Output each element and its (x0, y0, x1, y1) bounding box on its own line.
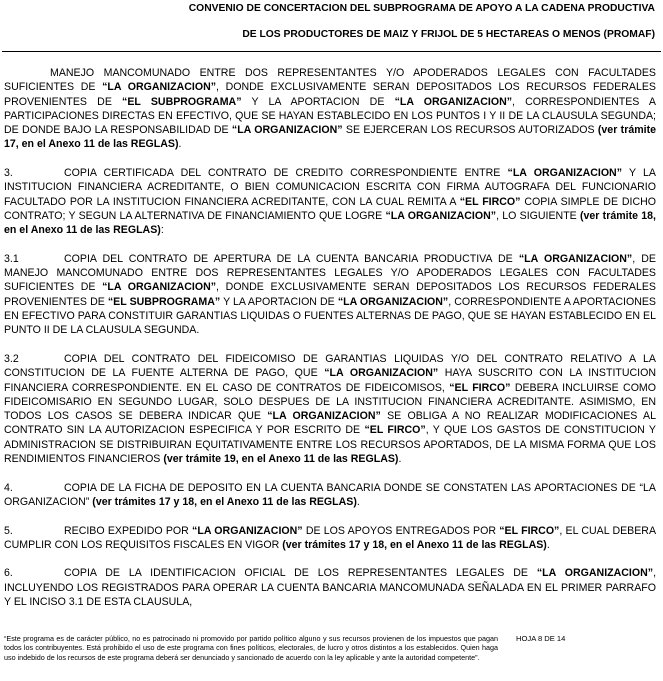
item-number: 3.1 (4, 252, 19, 265)
item-number: 3. (4, 167, 13, 180)
paragraph-3: 3. COPIA CERTIFICADA DEL CONTRATO DE CREDITO CORRESPONDIENTE ENTRE “LA ORGANIZACION” Y LA INSTITUCION FINANCIERA ACREDITANTE, O BIEN COMUNICACION ESCRITA CON FIRMA AUTOGRAFA DEL FUNCIONARIO FACULTADO POR LA INSTITUCION FINANCIERA ACREDITANTE, CON LA CUAL REMITA A “EL FIRCO” COPIA SIMPLE DE DICHO CONTRATO; Y SEGUN LA ALTERNATIVA DE FINANCIAMIENTO QUE LOGRE “LA ORGANIZACION”, LO SIGUIENTE (ver trámite 18, en el Anexo 11 de las REGLAS): (4, 167, 657, 237)
item-number: 5. (4, 524, 13, 537)
paragraph-4: 4. COPIA DE LA FICHA DE DEPOSITO EN LA CUENTA BANCARIA DONDE SE CONSTATEN LAS APORTACIONES DE “LA ORGANIZACION” (ver trámites 17 y 18, en el Anexo 11 de las REGLAS). (4, 481, 656, 508)
paragraph-3-2: 3.2 COPIA DEL CONTRATO DEL FIDEICOMISO DE GARANTIAS LIQUIDAS Y/O DEL CONTRATO RELATIVO A LA CONSTITUCION DE LA FUENTE ALTERNA DE PAGO, QUE “LA ORGANIZACION” HAYA SUSCRITO CON LA INSTITUCION FINANCIERA CORRESPONDIENTE. EN EL CASO DE CONTRATOS DE FIDEICOMISOS, “EL FIRCO” DEBERA INCLUIRSE COMO FIDEICOMISARIO EN SEGUNDO LUGAR, SOLO DESPUES DE LA INSTITUCION FINANCIERA ACREDITANTE. ASIMISMO, EN TODOS LOS CASOS SE DEBERA INDICAR QUE “LA ORGANIZACION” SE OBLIGA A NO REALIZAR MODIFICACIONES AL CONTRATO SIN LA AUTORIZACION ESPECIFICA Y POR ESCRITO DE “EL FIRCO”, Y QUE LOS GASTOS DE CONSTITUCION Y ADMINISTRACION SE DISTRIBUIRAN EQUITATIVAMENTE ENTRE LOS RECURSOS APORTADOS, DE LA MISMA FORMA QUE LOS RENDIMIENTOS FINANCIEROS (ver trámite 19, en el Anexo 11 de las REGLAS). (4, 352, 657, 466)
header-title-line1: CONVENIO DE CONCERTACION DEL SUBPROGRAMA DE APOYO A LA CADENA PRODUCTIVA (188, 3, 655, 14)
page-number: HOJA 8 DE 14 (516, 634, 566, 643)
header-title-line2: DE LOS PRODUCTORES DE MAIZ Y FRIJOL DE 5 HECTAREAS O MENOS (PROMAF) (242, 29, 655, 40)
item-number: 6. (4, 567, 13, 580)
paragraph-5: 5. RECIBO EXPEDIDO POR “LA ORGANIZACION” DE LOS APOYOS ENTREGADOS POR “EL FIRCO”, EL CUAL DEBERA CUMPLIR CON LOS REQUISITOS FISCALES EN VIGOR (ver trámites 17 y 18, en el Anexo 11 de las REGLAS). (4, 524, 657, 551)
item-number: 3.2 (4, 352, 19, 365)
item-number: 4. (4, 481, 13, 494)
paragraph-6: 6. COPIA DE LA IDENTIFICACION OFICIAL DE LOS REPRESENTANTES LEGALES DE “LA ORGANIZACION”, INCLUYENDO LOS REGISTRADOS PARA OPERAR LA CUENTA BANCARIA MANCOMUNADA SEÑALADA EN EL PRIMER PARRAFO Y EL INCISO 3.1 DE ESTA CLAUSULA, (4, 567, 657, 608)
footer-disclaimer: “Este programa es de carácter público, no es patrocinado ni promovido por partido político alguno y sus recursos provienen de los impuestos que pagan todos los contribuyentes. Está prohibido el uso de este programa con fines políticos, electorales, de lucro y otros distintos a los establecidos. Quien haga uso indebido de los recursos de este programa deberá ser denunciado y sancionado de acuerdo con la ley aplicable y ante la autoridad competente”. (4, 634, 498, 662)
paragraph-continuation: MANEJO MANCOMUNADO ENTRE DOS REPRESENTANTES Y/O APODERADOS LEGALES CON FACULTADES SUFICIENTES DE “LA ORGANIZACION”, DONDE EXCLUSIVAMENTE SERAN DEPOSITADOS LOS RECURSOS FEDERALES PROVENIENTES DE “EL SUBPROGRAMA” Y LA APORTACION DE “LA ORGANIZACION”, CORRESPONDIENTES A PARTICIPACIONES DIRECTAS EN EFECTIVO, QUE SE HAYAN ESTABLECIDO EN LOS PUNTOS I Y II DE LA CLAUSULA SEGUNDA; DE DONDE BAJO LA RESPONSABILIDAD DE “LA ORGANIZACION” SE EJERCERAN LOS RECURSOS AUTORIZADOS (ver trámite 17, en el Anexo 11 de las REGLAS). (4, 67, 656, 151)
paragraph-3-1: 3.1 COPIA DEL CONTRATO DE APERTURA DE LA CUENTA BANCARIA PRODUCTIVA DE “LA ORGANIZACION”, DE MANEJO MANCOMUNADO ENTRE DOS REPRESENTANTES LEGALES Y/O APODERADOS LEGALES CON FACULTADES SUFICIENTES DE “LA ORGANIZACION”, DONDE EXCLUSIVAMENTE SERAN DEPOSITADOS LOS RECURSOS FEDERALES PROVENIENTES DE “EL SUBPROGRAMA” Y LA APORTACION DE “LA ORGANIZACION”, CORRESPONDIENTE A APORTACIONES EN EFECTIVO PARA CONSTITUIR GARANTIAS LIQUIDAS O FUENTES ALTERNAS DE PAGO, QUE SE HAYAN ESTABLECIDO EN EL PUNTO II DE LA CLAUSULA SEGUNDA. (4, 252, 656, 337)
document-body (4, 66, 656, 624)
header-rule (2, 51, 661, 52)
